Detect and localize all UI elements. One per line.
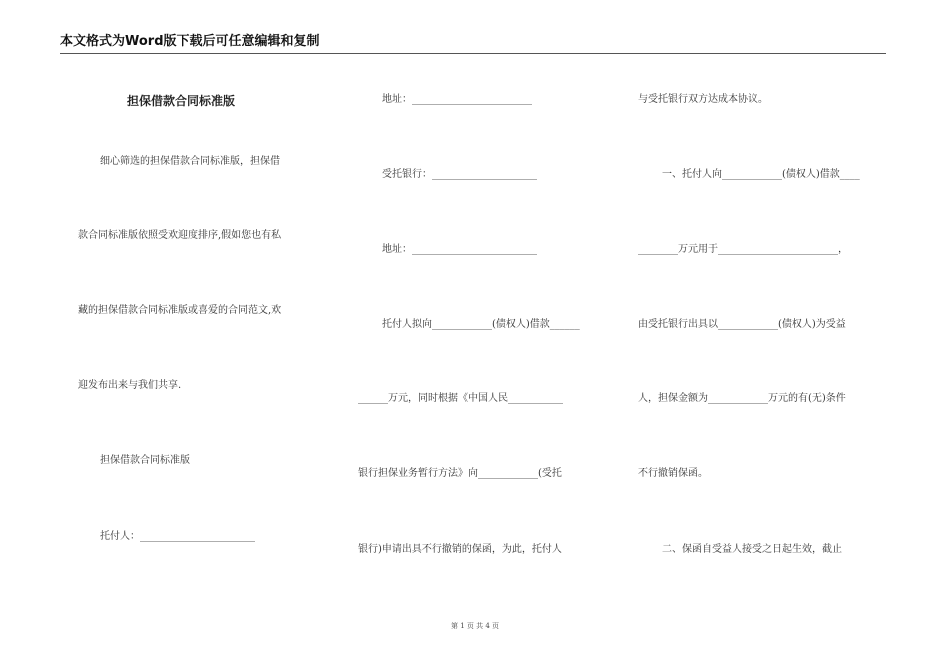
paragraph-line: 人，担保金额为____________万元的有(无)条件 [638,393,846,404]
clause-line: 一、托付人向____________(债权人)借款____ [662,169,860,180]
paragraph-line: 不行撤销保函。 [638,468,708,479]
address-field: 地址：_________________________ [382,244,537,255]
page-indicator: 第 1 页 共 4 页 [450,622,500,630]
paragraph-line: 细心筛选的担保借款合同标准版，担保借 [100,156,280,167]
paragraph-line: 款合同标准版依照受欢迎度排序,假如您也有私 [78,230,282,241]
address-field: 地址：________________________ [382,94,532,105]
paragraph-line: ________万元用于________________________， [638,244,848,255]
header-title: 本文格式为Word版下载后可任意编辑和复制 [60,34,320,49]
paragraph-line: 与受托银行双方达成本协议。 [638,94,768,105]
page-header [60,34,886,54]
paragraph-line: 迎发布出来与我们共享. [78,380,182,391]
document-title: 担保借款合同标准版 [127,94,236,108]
paragraph-line: 藏的担保借款合同标准版或喜爱的合同范文,欢 [78,305,282,316]
paragraph-line: 托付人拟向____________(债权人)借款______ [382,319,580,330]
clause-line: 二、保函自受益人接受之日起生效，截止 [662,544,842,555]
paragraph-line: 银行担保业务暂行方法》向____________(受托 [358,468,562,479]
principal-field: 托付人：_______________________ [100,531,255,542]
paragraph-line: 由受托银行出具以____________(债权人)为受益 [638,319,846,330]
trustee-bank-field: 受托银行：_____________________ [382,169,537,180]
paragraph-line: ______万元，同时根据《中国人民___________ [358,393,563,404]
paragraph-line: 银行)申请出具不行撤销的保函，为此，托付人 [358,544,562,555]
section-heading: 担保借款合同标准版 [100,455,190,466]
